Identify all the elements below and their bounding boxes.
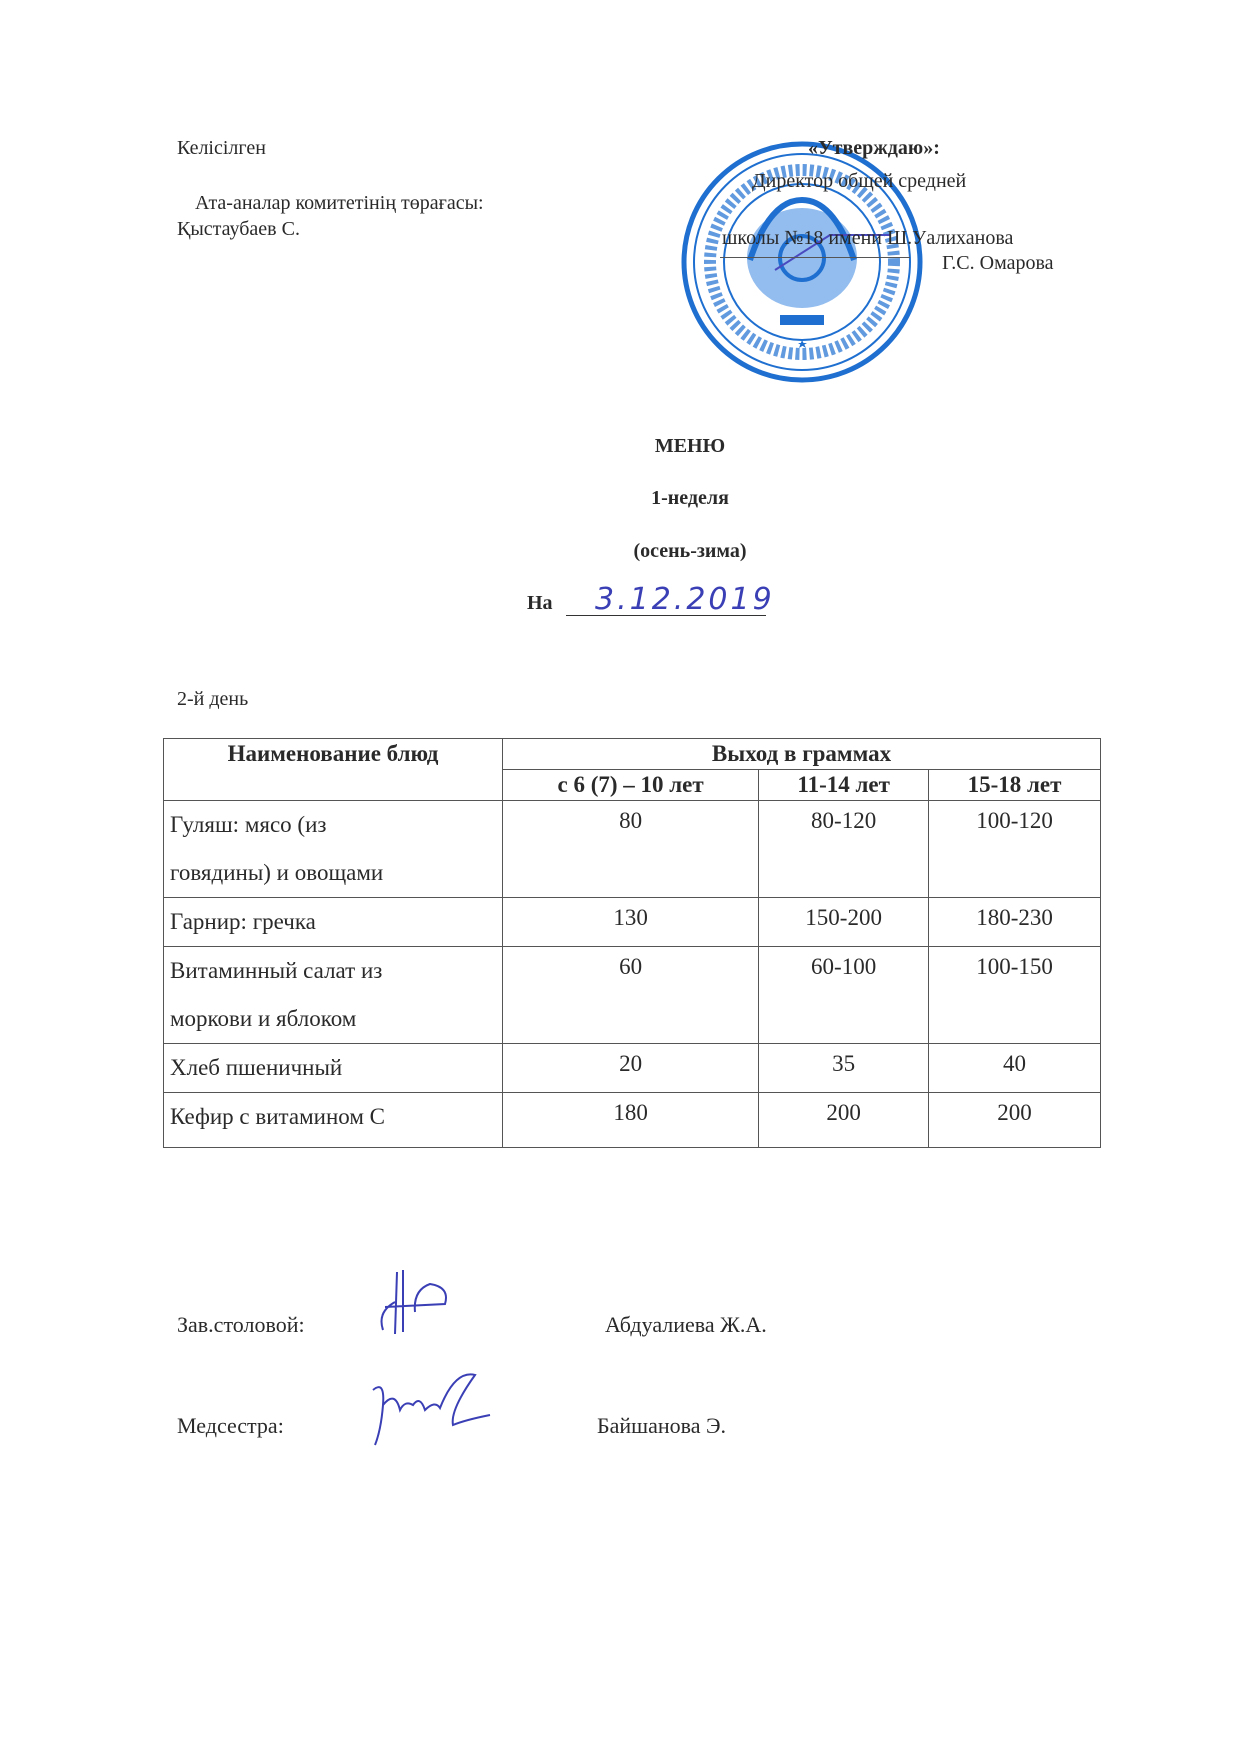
signature-canteen-icon xyxy=(375,1262,455,1342)
yield-value: 20 xyxy=(503,1044,759,1093)
table-row xyxy=(164,801,1101,898)
director-title-line1: Директор общей средней xyxy=(752,170,967,192)
yield-value: 180 xyxy=(503,1093,759,1148)
yield-value: 40 xyxy=(929,1044,1101,1093)
menu-title: МЕНЮ xyxy=(654,435,726,457)
director-name: Г.С. Омарова xyxy=(942,252,1054,274)
signature-name-canteen: Абдуалиева Ж.А. xyxy=(605,1312,767,1337)
menu-table xyxy=(163,738,1101,1148)
yield-value: 80 xyxy=(503,801,759,898)
table-row xyxy=(164,1093,1101,1148)
day-label: 2-й день xyxy=(177,688,249,710)
column-header-age-1: с 6 (7) – 10 лет xyxy=(503,770,759,801)
table-row xyxy=(164,898,1101,947)
yield-value: 80-120 xyxy=(759,801,929,898)
signature-name-nurse: Байшанова Э. xyxy=(597,1413,727,1438)
signature-role-canteen: Зав.столовой: xyxy=(177,1312,305,1337)
table-row xyxy=(164,1044,1101,1093)
yield-value: 100-120 xyxy=(929,801,1101,898)
column-header-age-2: 11-14 лет xyxy=(759,770,929,801)
signature-nurse-icon xyxy=(365,1370,495,1450)
yield-value: 60 xyxy=(503,947,759,1044)
yield-value: 180-230 xyxy=(929,898,1101,947)
director-signature-line xyxy=(720,257,910,258)
committee-role: Ата-аналар комитетінің төрағасы: xyxy=(195,192,484,214)
dish-name: Гуляш: мясо (из говядины) и овощами xyxy=(164,801,503,898)
date-label: На xyxy=(527,592,553,614)
menu-season: (осень-зима) xyxy=(633,540,747,562)
column-header-yield: Выход в граммах xyxy=(503,739,1101,770)
dish-name: Витаминный салат из моркови и яблоком xyxy=(164,947,503,1044)
approve-label: «Утверждаю»: xyxy=(808,137,940,159)
yield-value: 60-100 xyxy=(759,947,929,1044)
date-value: 3.12.2019 xyxy=(595,582,775,617)
yield-value: 100-150 xyxy=(929,947,1101,1044)
yield-value: 130 xyxy=(503,898,759,947)
committee-chair-name: Қыстаубаев С. xyxy=(177,218,300,240)
yield-value: 35 xyxy=(759,1044,929,1093)
column-header-age-3: 15-18 лет xyxy=(929,770,1101,801)
yield-value: 150-200 xyxy=(759,898,929,947)
yield-value: 200 xyxy=(759,1093,929,1148)
dish-name: Гарнир: гречка xyxy=(164,898,503,947)
dish-name: Хлеб пшеничный xyxy=(164,1044,503,1093)
director-title-line2: школы №18 имени Ш.Уалиханова xyxy=(722,227,1014,249)
column-header-dish: Наименование блюд xyxy=(164,739,503,801)
yield-value: 200 xyxy=(929,1093,1101,1148)
table-row xyxy=(164,947,1101,1044)
menu-week: 1-неделя xyxy=(651,487,729,509)
signature-role-nurse: Медсестра: xyxy=(177,1413,284,1438)
agreed-label: Келісілген xyxy=(177,137,266,159)
dish-name: Кефир с витамином С xyxy=(164,1093,503,1148)
